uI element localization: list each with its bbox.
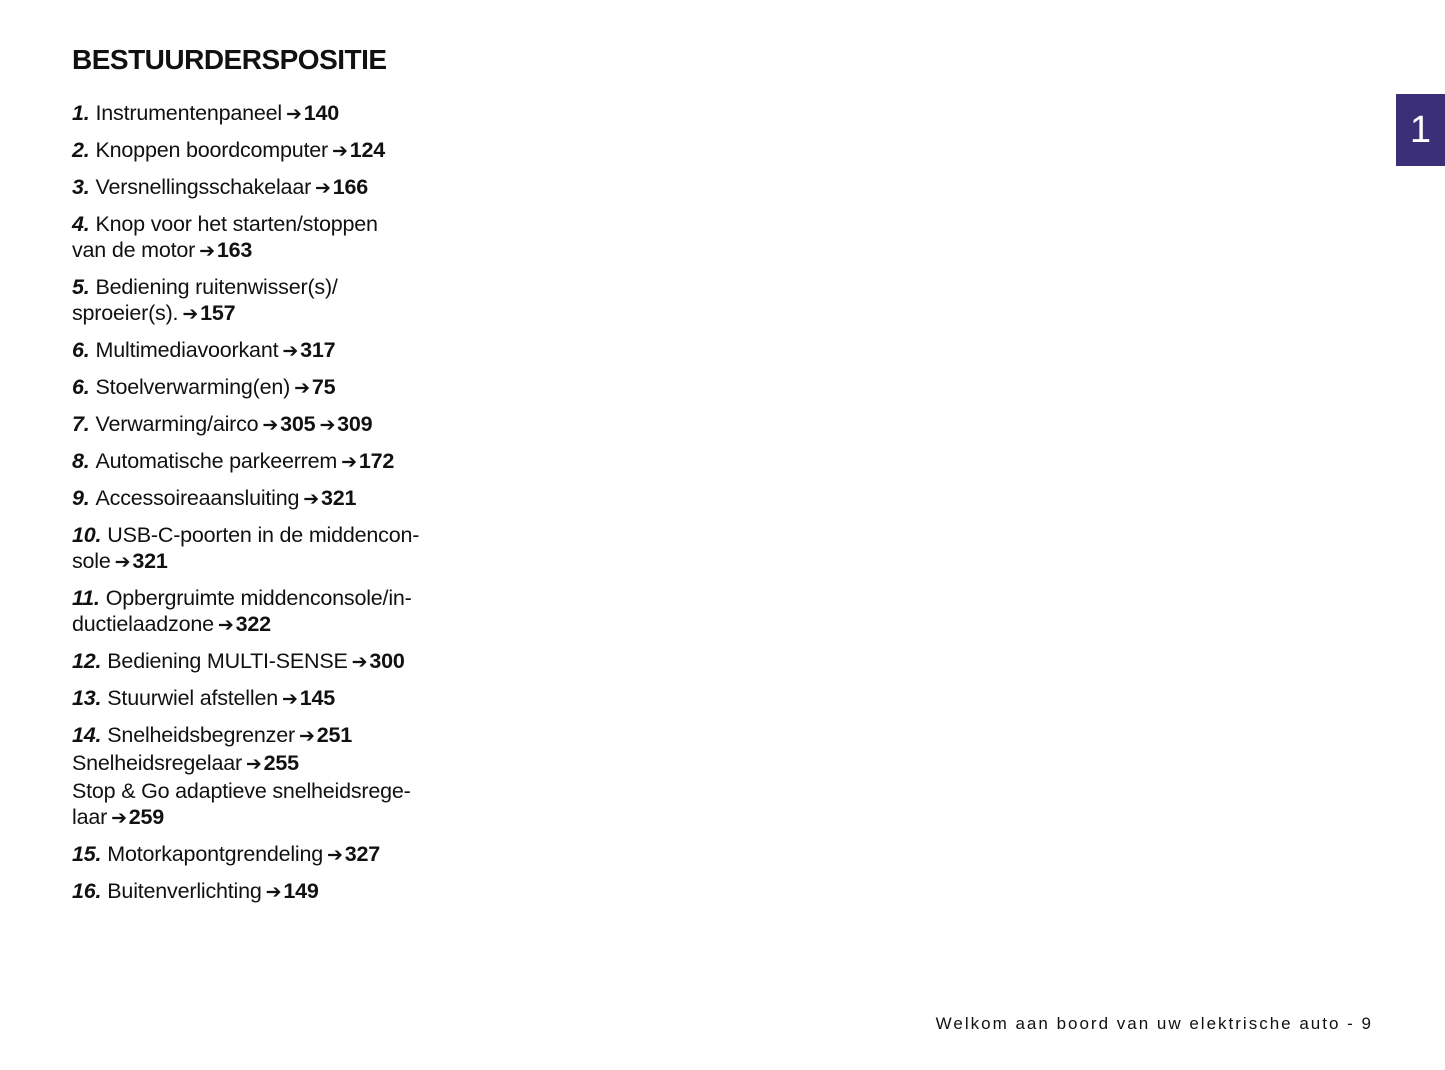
item-label: laar (72, 805, 108, 829)
item-label: Accessoireaansluiting (95, 486, 300, 510)
list-item (72, 337, 492, 365)
arrow-right-icon: ➔ (298, 726, 315, 747)
item-label: Stoelverwarming(en) (95, 375, 291, 399)
item-number: 6. (72, 375, 90, 399)
list-item-line (72, 804, 492, 832)
list-item-line (72, 274, 492, 300)
item-list (72, 100, 492, 915)
arrow-right-icon: ➔ (262, 415, 279, 436)
arrow-right-icon: ➔ (265, 882, 282, 903)
list-item-line (72, 841, 492, 869)
page-reference[interactable]: 259 (128, 805, 165, 829)
list-item-line (72, 548, 492, 576)
item-number: 9. (72, 486, 90, 510)
page-reference[interactable]: 255 (263, 751, 299, 775)
item-label: sproeier(s). (72, 301, 179, 325)
arrow-right-icon: ➔ (281, 689, 298, 710)
arrow-right-icon: ➔ (245, 754, 262, 775)
list-item-line (72, 411, 492, 439)
list-item-line (72, 778, 492, 804)
item-number: 15. (72, 842, 102, 866)
arrow-right-icon: ➔ (199, 241, 215, 262)
list-item-line (72, 685, 492, 713)
page-reference[interactable]: 172 (358, 449, 395, 473)
list-item-line (72, 611, 492, 639)
item-label: Snelheidsbegrenzer (107, 723, 295, 747)
list-item (72, 841, 492, 869)
item-number: 14. (72, 723, 102, 747)
list-item-line (72, 648, 492, 676)
arrow-right-icon: ➔ (285, 104, 302, 125)
page-reference[interactable]: 163 (216, 238, 253, 262)
item-label: Versnellingsschakelaar (95, 175, 312, 199)
item-label: ductielaadzone (72, 612, 214, 636)
page-reference[interactable]: 309 (337, 412, 373, 436)
arrow-right-icon: ➔ (315, 178, 331, 199)
page-footer: Welkom aan boord van uw elektrische auto - 9 (935, 1014, 1373, 1033)
page-reference[interactable]: 321 (132, 549, 168, 573)
chapter-number: 1 (1409, 108, 1432, 151)
list-item (72, 100, 492, 128)
item-label: Multimediavoorkant (95, 338, 279, 362)
list-item-line (72, 337, 492, 365)
list-item-line (72, 878, 492, 906)
page-reference[interactable]: 317 (300, 338, 336, 362)
page-reference[interactable]: 145 (299, 686, 335, 710)
list-item (72, 648, 492, 676)
item-label: Stuurwiel afstellen (107, 686, 278, 710)
list-item (72, 211, 492, 265)
item-label: Instrumentenpaneel (95, 101, 282, 125)
item-label: Buitenverlichting (107, 879, 262, 903)
arrow-right-icon: ➔ (319, 415, 336, 436)
arrow-right-icon: ➔ (111, 808, 127, 829)
item-number: 7. (72, 412, 90, 436)
item-label: Opbergruimte middenconsole/in- (105, 586, 412, 610)
page-reference[interactable]: 251 (316, 723, 352, 747)
list-item-line (72, 237, 492, 265)
item-label: Bediening MULTI-SENSE (107, 649, 348, 673)
item-label: USB-C-poorten in de middencon- (107, 523, 420, 547)
list-item-line (72, 750, 492, 778)
page-reference[interactable]: 124 (349, 138, 386, 162)
list-item-line (72, 722, 492, 750)
item-number: 16. (72, 879, 102, 903)
item-number: 6. (72, 338, 90, 362)
item-label: Stop & Go adaptieve snelheidsrege- (72, 779, 411, 803)
list-item-line (72, 100, 492, 128)
list-item (72, 585, 492, 639)
item-number: 4. (72, 212, 90, 236)
list-item-line (72, 485, 492, 513)
page-reference[interactable]: 322 (235, 612, 271, 636)
page-reference[interactable]: 321 (321, 486, 357, 510)
list-item-line (72, 211, 492, 237)
item-number: 10. (72, 523, 102, 547)
item-label: Verwarming/airco (95, 412, 259, 436)
list-item (72, 274, 492, 328)
item-label: Bediening ruitenwisser(s)/ (95, 275, 338, 299)
item-number: 13. (72, 686, 102, 710)
list-item-line (72, 585, 492, 611)
page-reference[interactable]: 140 (303, 101, 339, 125)
list-item (72, 722, 492, 832)
list-item (72, 522, 492, 576)
page-reference[interactable]: 305 (280, 412, 316, 436)
page-reference[interactable]: 149 (283, 879, 319, 903)
arrow-right-icon: ➔ (351, 652, 368, 673)
arrow-right-icon: ➔ (332, 141, 348, 162)
list-item-line (72, 137, 492, 165)
page-title: BESTUURDERSPOSITIE (72, 44, 387, 75)
list-item-line (72, 374, 492, 402)
list-item (72, 685, 492, 713)
list-item (72, 411, 492, 439)
list-item-line (72, 448, 492, 476)
list-item-line (72, 522, 492, 548)
item-number: 12. (72, 649, 102, 673)
item-label: Knoppen boordcomputer (95, 138, 328, 162)
item-label: Automatische parkeerrem (95, 449, 338, 473)
item-label: Motorkapontgrendeling (107, 842, 324, 866)
arrow-right-icon: ➔ (294, 378, 310, 399)
list-item (72, 485, 492, 513)
item-number: 11. (72, 586, 100, 610)
list-item-line (72, 174, 492, 202)
list-item (72, 878, 492, 906)
arrow-right-icon: ➔ (327, 845, 343, 866)
arrow-right-icon: ➔ (217, 615, 234, 636)
list-item (72, 448, 492, 476)
list-item-line (72, 300, 492, 328)
chapter-tab[interactable] (1396, 94, 1445, 166)
item-number: 1. (72, 101, 90, 125)
list-item (72, 374, 492, 402)
list-item (72, 174, 492, 202)
arrow-right-icon: ➔ (114, 552, 131, 573)
page-reference[interactable]: 300 (369, 649, 405, 673)
arrow-right-icon: ➔ (182, 304, 199, 325)
arrow-right-icon: ➔ (282, 341, 299, 362)
item-label: Knop voor het starten/stoppen (95, 212, 378, 236)
page-reference[interactable]: 166 (332, 175, 369, 199)
item-number: 2. (72, 138, 90, 162)
arrow-right-icon: ➔ (303, 489, 320, 510)
item-label: van de motor (72, 238, 196, 262)
item-number: 5. (72, 275, 90, 299)
list-item (72, 137, 492, 165)
item-label: Snelheidsregelaar (72, 751, 242, 775)
page-reference[interactable]: 327 (344, 842, 381, 866)
item-number: 3. (72, 175, 90, 199)
arrow-right-icon: ➔ (341, 452, 357, 473)
item-label: sole (72, 549, 111, 573)
page-reference[interactable]: 157 (200, 301, 236, 325)
page-reference[interactable]: 75 (311, 375, 336, 399)
item-number: 8. (72, 449, 90, 473)
